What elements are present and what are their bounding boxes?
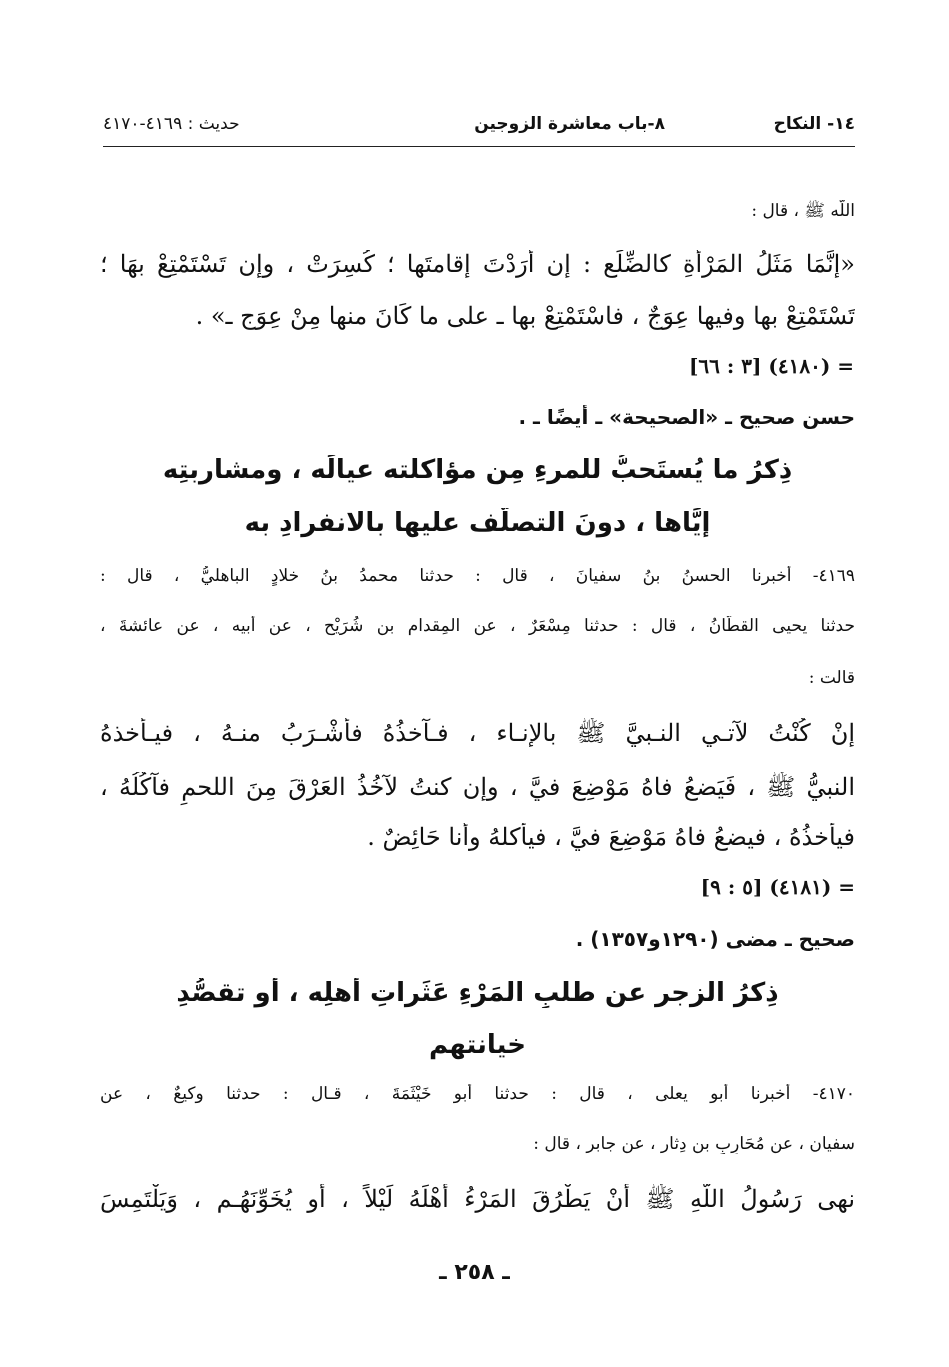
hadith-range: حديث : ٤١٦٩-٤١٧٠ — [103, 114, 240, 134]
isnad-line: ٤١٦٩- أخبرنا الحسنُ بنُ سفيانَ ، قال : حدثنا محمدُ بنُ خلادٍ الباهليُّ ، قال : — [100, 566, 855, 586]
reference-line: = (٤١٨١) [٥ : ٩] — [700, 875, 855, 899]
grading-line: صحيح ـ مضى (١٢٩٠و١٣٥٧) . — [575, 927, 855, 951]
text-line: اللّه ﷺ ، قال : — [751, 201, 855, 221]
hadith-text-line: نهى رَسُولُ اللّهِ ﷺ أنْ يَطْرُقَ المَرْءُ أَهْلَهُ لَيْلاً ، أو يُخَوِّنَهُـم ، وَيَلْتَمِسَ — [100, 1185, 855, 1213]
section-heading: ذِكرُ الزجرِ عن طلبِ المَرْءِ عَثَراتِ أهلِه ، أو تقصُّدِ — [176, 978, 779, 1008]
grading-line: حسن صحيح ـ «الصحيحة» ـ أيضًا ـ . — [518, 405, 855, 429]
book-title: ١٤- النكاح — [773, 114, 855, 134]
chapter-title: ٨-باب معاشرة الزوجين — [474, 114, 665, 134]
section-heading: ذِكرُ ما يُستَحبُّ للمرءِ مِن مؤاكلته عيالَه ، ومشاربتِه — [162, 455, 793, 485]
isnad-line: قالت : — [808, 668, 855, 688]
running-header — [103, 112, 855, 147]
hadith-text-line: إنْ كُنْتُ لآتـي النـبيَّ ﷺ بالإنـاء ، فـآخذُهُ فأَشْـرَبُ منـهُ ، فيـأخذهُ — [100, 719, 855, 747]
section-heading: إيَّاها ، دونَ التصلُّف عليها بالانفرادِ به — [244, 508, 711, 538]
page-number: ـ ٢٥٨ ـ — [439, 1260, 510, 1285]
isnad-line: سفيان ، عن مُحَارِبِ بن دِثار ، عن جابر ، قال : — [533, 1134, 855, 1154]
hadith-text-line: النبيُّ ﷺ ، فَيَضعُ فاهُ مَوْضِعَ فيَّ ، وإن كنتُ لآخُذُ العَرْقَ مِنَ اللحمِ فآكُلُهُ ، — [100, 773, 855, 801]
isnad-line: ٤١٧٠- أخبرنا أبو يعلى ، قال : حدثنا أبو خَيْثَمَةَ ، قـال : حدثنا وكيعٌ ، عن — [100, 1084, 855, 1104]
hadith-text-line: «إنَّمَا مَثَلُ المَرْأةِ كالضِّلَعِ : إن أَرَدْتَ إقامتَها ؛ كُسِرَتْ ، وإن تَسْتَمْتِعْ بهَا ؛ — [100, 250, 855, 278]
section-heading: خيانتهم — [428, 1030, 527, 1060]
hadith-text-line: تَسْتَمْتِعْ بها وفيها عِوَجٌ ، فاسْتَمْتِعْ بها ـ على ما كَانَ منها مِنْ عِوَجٍ ـ» . — [195, 302, 855, 330]
hadith-text-line: فيأخذُهُ ، فيضعُ فاهُ مَوْضِعَ فيَّ ، فيأكلهُ وأنا حَائِضٌ . — [367, 823, 855, 851]
reference-line: = (٤١٨٠) [٣ : ٦٦] — [688, 354, 854, 378]
isnad-line: حدثنا يحيى القطَّانُ ، قال : حدثنا مِسْعَرٌ ، عن المِقدامِ بن شُرَيْحٍ ، عن أبيه ، عن عائشةَ ، — [100, 616, 855, 636]
